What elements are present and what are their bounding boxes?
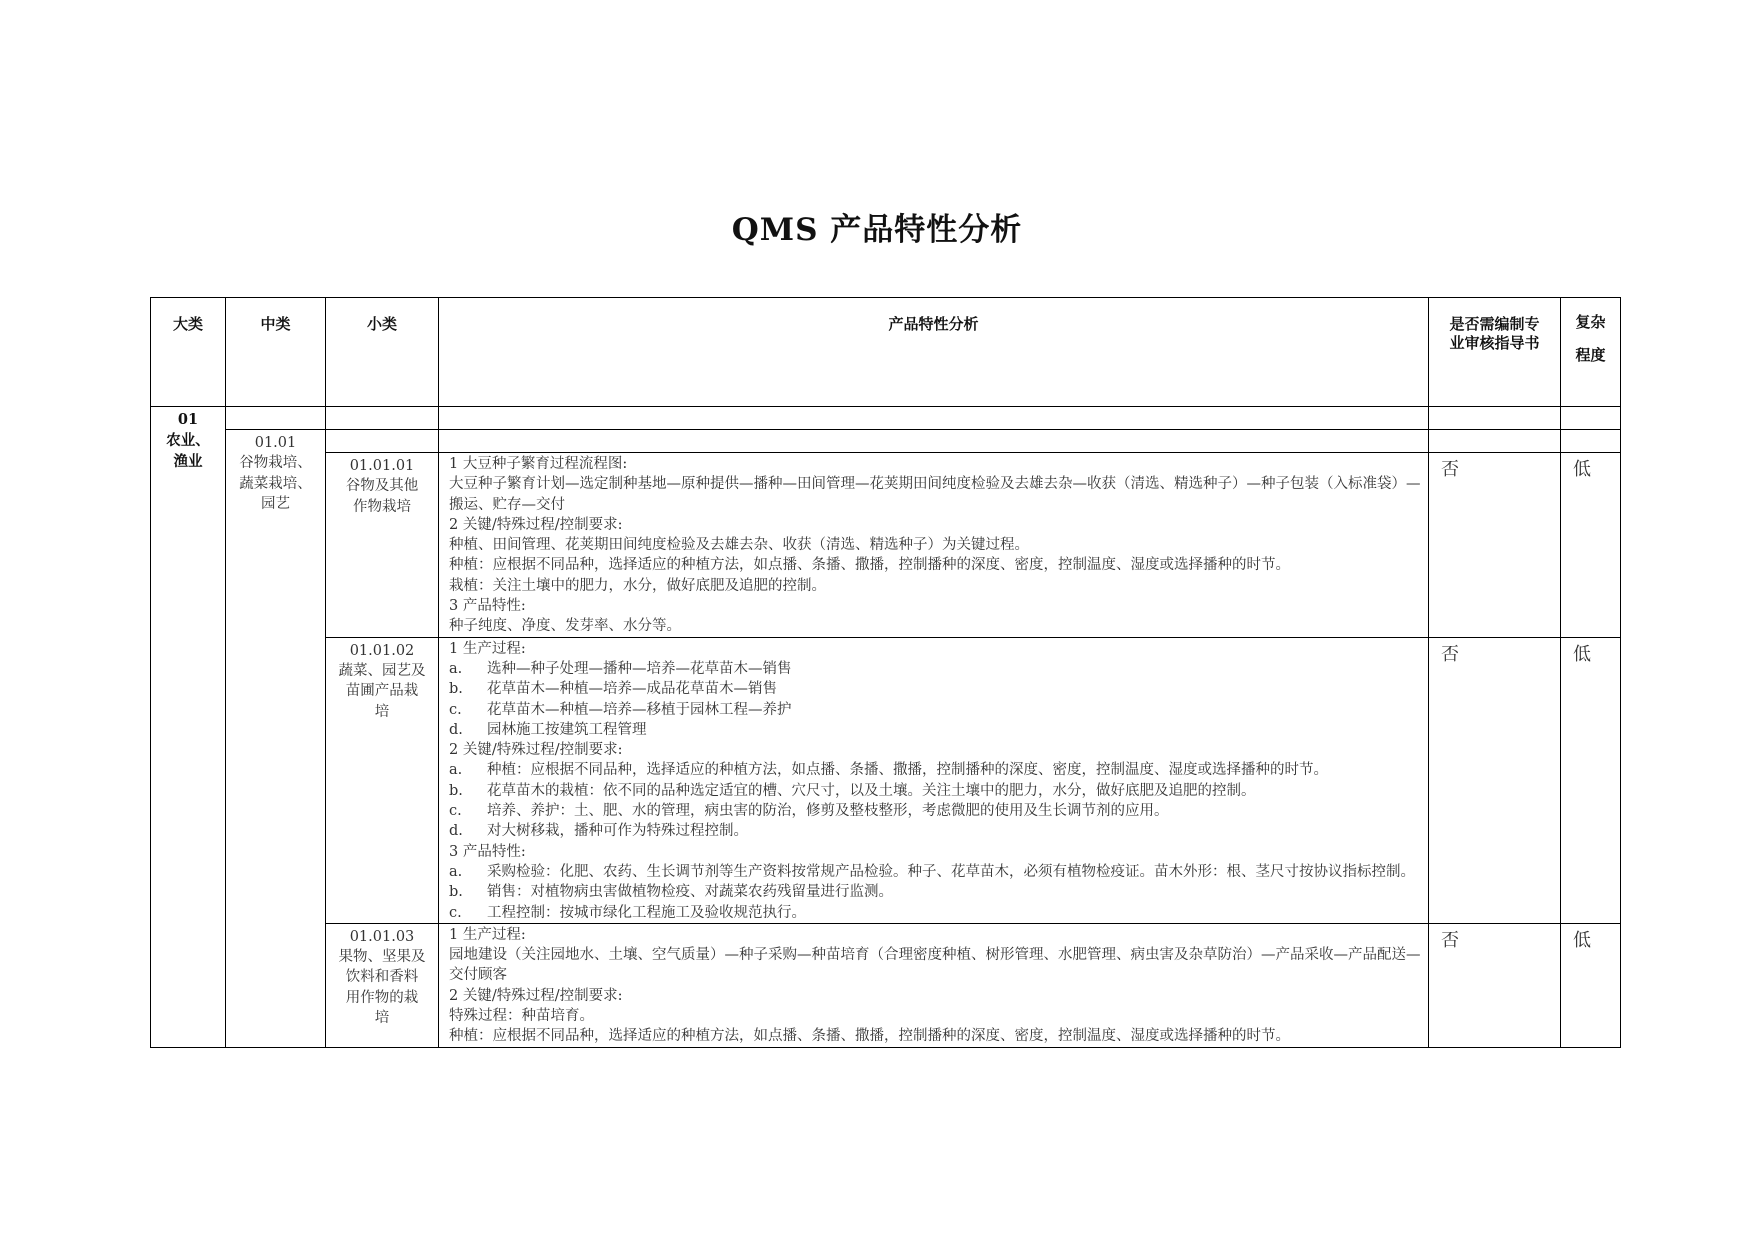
list-item [449, 821, 1422, 841]
list-item [449, 679, 1422, 699]
empty-cell [439, 430, 1429, 453]
header-analysis: 产品特性分析 [439, 298, 1429, 407]
header-complexity [1561, 298, 1621, 407]
item-text: 花草苗木—种植—培养—移植于园林工程—养护 [487, 701, 792, 718]
analysis-line: 种植、田间管理、花荚期田间纯度检验及去雄去杂、收获（清选、精选种子）为关键过程。 [449, 537, 1029, 554]
item-label: a. [449, 863, 463, 880]
analysis-line: 2 关键/特殊过程/控制要求: [449, 987, 623, 1004]
minor-name-line3: 培 [374, 703, 390, 720]
item-text: 选种—种子处理—播种—培养—花草苗木—销售 [487, 660, 792, 677]
section-title: 3 产品特性: [449, 843, 526, 860]
analysis-line: 种植：应根据不同品种，选择适应的种植方法，如点播、条播、撒播，控制播种的深度、密度，控制温度、湿度或选择播种的时节。 [449, 557, 1290, 574]
section-title: 1 生产过程: [449, 640, 526, 657]
minor-name-line1: 蔬菜、园艺及 [338, 662, 426, 679]
middle-category-cell [226, 430, 326, 1048]
analysis-cell [439, 453, 1429, 638]
empty-cell [439, 407, 1429, 430]
minor-code: 01.01.03 [349, 928, 415, 945]
analysis-line: 种植：应根据不同品种，选择适应的种植方法，如点播、条播、撒播，控制播种的深度、密度，控制温度、湿度或选择播种的时节。 [449, 1028, 1290, 1045]
middle-name-line2: 蔬菜栽培、 [239, 475, 312, 492]
item-text: 采购检验：化肥、农药、生长调节剂等生产资料按常规产品检验。种子、花草苗木，必须有植物检疫证。苗木外形：根、茎尺寸按协议指标控制。 [487, 863, 1415, 880]
header-complexity-line2: 程度 [1575, 346, 1606, 364]
analysis-line: 特殊过程：种苗培育。 [449, 1008, 594, 1025]
table-row [151, 637, 1621, 923]
table-row [151, 430, 1621, 453]
minor-category-cell [326, 453, 439, 638]
item-label: a. [449, 762, 463, 779]
major-code: 01 [177, 411, 199, 428]
header-row [151, 298, 1621, 407]
minor-code: 01.01.01 [349, 458, 415, 474]
minor-name-line2: 作物栽培 [353, 498, 411, 515]
analysis-line: 2 关键/特殊过程/控制要求: [449, 516, 623, 533]
item-label: b. [449, 782, 463, 799]
product-characteristics-table [150, 297, 1621, 1048]
item-text: 种植：应根据不同品种，选择适应的种植方法，如点播、条播、撒播，控制播种的深度、密度，控制温度、湿度或选择播种的时节。 [487, 762, 1328, 779]
empty-cell [1561, 407, 1621, 430]
guide-required-cell: 否 [1429, 637, 1561, 923]
list-item [449, 801, 1422, 821]
minor-name-line2: 苗圃产品栽 [345, 683, 419, 700]
complexity-cell: 低 [1561, 923, 1621, 1047]
major-category-cell [151, 407, 226, 1048]
minor-name-line4: 培 [374, 1010, 390, 1027]
complexity-cell: 低 [1561, 637, 1621, 923]
item-label: c. [449, 803, 462, 820]
list-item [449, 781, 1422, 801]
header-guide [1429, 298, 1561, 407]
analysis-line: 1 生产过程: [449, 926, 526, 943]
table-row [151, 407, 1621, 430]
item-text: 园林施工按建筑工程管理 [487, 721, 647, 738]
minor-name-line3: 用作物的栽 [345, 989, 419, 1006]
header-major: 大类 [151, 298, 226, 407]
header-complexity-line1: 复杂 [1575, 313, 1606, 331]
guide-required-cell: 否 [1429, 453, 1561, 638]
table-row [151, 923, 1621, 1047]
empty-cell [226, 407, 326, 430]
list-item [449, 862, 1422, 882]
analysis-line: 大豆种子繁育计划—选定制种基地—原种提供—播种—田间管理—花荚期田间纯度检验及去雄去杂—收获（清选、精选种子）—种子包装（入标准袋）—搬运、贮存—交付 [449, 476, 1421, 513]
item-label: b. [449, 884, 463, 901]
middle-code: 01.01 [254, 435, 297, 451]
middle-name-line1: 谷物栽培、 [239, 455, 312, 472]
item-text: 销售：对植物病虫害做植物检疫、对蔬菜农药残留量进行监测。 [487, 884, 893, 901]
empty-cell [326, 407, 439, 430]
section-title: 2 关键/特殊过程/控制要求: [449, 742, 623, 759]
analysis-line: 种子纯度、净度、发芽率、水分等。 [449, 618, 681, 635]
list-item [449, 760, 1422, 780]
minor-name-line2: 饮料和香料 [345, 969, 419, 986]
empty-cell [1429, 430, 1561, 453]
item-label: c. [449, 701, 462, 718]
header-guide-line1: 是否需编制专 [1449, 315, 1540, 333]
list-item [449, 882, 1422, 902]
list-item [449, 700, 1422, 720]
minor-name-line1: 果物、坚果及 [338, 949, 426, 966]
item-label: d. [449, 823, 463, 840]
analysis-line: 3 产品特性: [449, 598, 526, 615]
item-label: a. [449, 660, 463, 677]
item-label: d. [449, 721, 463, 738]
analysis-line: 栽植：关注土壤中的肥力，水分，做好底肥及追肥的控制。 [449, 577, 826, 594]
list-item [449, 720, 1422, 740]
minor-category-cell [326, 923, 439, 1047]
table-row [151, 453, 1621, 638]
item-text: 培养、养护：土、肥、水的管理，病虫害的防治，修剪及整枝整形，考虑微肥的使用及生长调节剂的应用。 [487, 803, 1169, 820]
minor-category-cell [326, 637, 439, 923]
empty-cell [1561, 430, 1621, 453]
item-label: b. [449, 681, 463, 698]
analysis-cell [439, 637, 1429, 923]
list-item [449, 903, 1422, 923]
header-middle: 中类 [226, 298, 326, 407]
empty-cell [1429, 407, 1561, 430]
minor-name-line1: 谷物及其他 [345, 478, 419, 495]
item-text: 对大树移栽，播种可作为特殊过程控制。 [487, 823, 748, 840]
header-guide-line2: 业审核指导书 [1449, 334, 1540, 352]
complexity-cell: 低 [1561, 453, 1621, 638]
list-item [449, 659, 1422, 679]
major-name-line2: 渔业 [173, 453, 203, 470]
analysis-cell [439, 923, 1429, 1047]
minor-code: 01.01.02 [349, 642, 415, 659]
item-text: 花草苗木—种植—培养—成品花草苗木—销售 [487, 681, 777, 698]
analysis-line: 1 大豆种子繁育过程流程图: [449, 456, 628, 472]
middle-name-line3: 园艺 [261, 495, 290, 512]
item-label: c. [449, 904, 462, 921]
major-name-line1: 农业、 [166, 432, 210, 449]
item-text: 花草苗木的栽植：依不同的品种选定适宜的槽、穴尺寸，以及土壤。关注土壤中的肥力，水分，做好底肥及追肥的控制。 [487, 782, 1256, 799]
guide-required-cell: 否 [1429, 923, 1561, 1047]
empty-cell [326, 430, 439, 453]
item-text: 工程控制：按城市绿化工程施工及验收规范执行。 [487, 904, 806, 921]
analysis-line: 园地建设（关注园地水、土壤、空气质量）—种子采购—种苗培育（合理密度种植、树形管理、水肥管理、病虫害及杂草防治）—产品采收—产品配送—交付顾客 [449, 947, 1421, 984]
page-title: QMS 产品特性分析 [731, 212, 1023, 248]
header-minor: 小类 [326, 298, 439, 407]
